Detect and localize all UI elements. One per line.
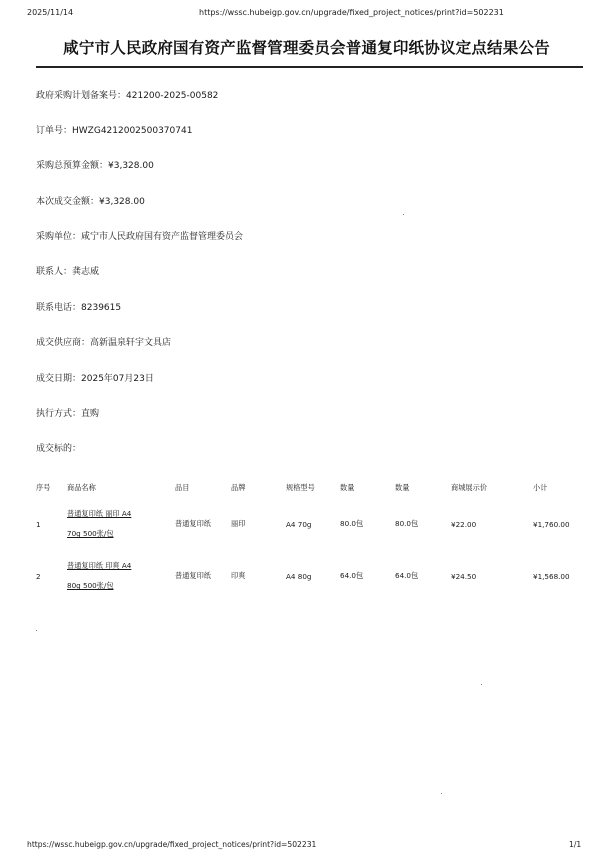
field-value: 高新温泉轩宇文具店 — [90, 338, 172, 348]
field-total-budget — [36, 158, 154, 171]
col-header-subtotal: 小计 — [533, 483, 548, 492]
field-value: 8239615 — [81, 303, 122, 313]
col-header-brand: 品牌 — [231, 483, 246, 492]
col-header-product-name: 商品名称 — [67, 483, 96, 492]
cell-brand: 丽印 — [231, 519, 246, 528]
cell-spec: A4 80g — [286, 571, 312, 581]
cell-quantity: 80.0包 — [340, 519, 364, 528]
cell-subtotal: ¥1,568.00 — [533, 571, 570, 581]
col-header-spec: 规格型号 — [286, 483, 315, 492]
field-label: 成交供应商： — [36, 338, 91, 348]
cell-brand: 印爽 — [231, 571, 246, 580]
table-header-row — [36, 478, 583, 498]
cell-quantity-2: 80.0包 — [395, 519, 419, 528]
field-value: 421200-2025-00582 — [126, 91, 219, 101]
title-divider — [36, 66, 583, 68]
print-url: https://wssc.hubeigp.gov.cn/upgrade/fixed_project_notices/print?id=502231 — [199, 8, 504, 17]
field-label: 联系电话： — [36, 303, 82, 313]
cell-subtotal: ¥1,760.00 — [533, 519, 570, 529]
print-date: 2025/11/14 — [27, 8, 74, 17]
field-value: HWZG4212002500370741 — [72, 126, 193, 136]
field-value: 2025年07月23日 — [81, 374, 154, 384]
cell-category: 普通复印纸 — [175, 519, 211, 528]
col-header-quantity: 数量 — [340, 483, 355, 492]
scan-speck — [481, 684, 482, 685]
field-execution-method — [36, 406, 99, 419]
cell-category: 普通复印纸 — [175, 571, 211, 580]
page-title: 咸宁市人民政府国有资产监督管理委员会普通复印纸协议定点结果公告 — [63, 39, 550, 57]
page-number: 1/1 — [569, 840, 582, 849]
field-purchasing-unit — [36, 229, 243, 242]
table-row — [36, 498, 583, 550]
field-label: 政府采购计划备案号： — [36, 91, 127, 101]
cell-mall-price: ¥22.00 — [451, 519, 477, 529]
product-link[interactable]: 普通复印纸 印爽 A4 80g 500张/包 — [67, 561, 132, 590]
field-label: 采购总预算金额： — [36, 161, 109, 171]
field-value: ¥3,328.00 — [99, 197, 145, 207]
field-contact-person — [36, 264, 99, 277]
col-header-category: 品目 — [175, 483, 190, 492]
scan-speck — [36, 630, 37, 631]
field-label: 本次成交金额： — [36, 197, 100, 207]
cell-index: 1 — [36, 519, 41, 529]
field-deal-amount — [36, 194, 145, 207]
footer-url: https://wssc.hubeigp.gov.cn/upgrade/fixed_project_notices/print?id=502231 — [27, 840, 317, 849]
col-header-mall-price: 商城展示价 — [451, 483, 487, 492]
field-value: 直购 — [81, 409, 100, 419]
items-heading: 成交标的： — [36, 444, 82, 454]
cell-quantity-2: 64.0包 — [395, 571, 419, 580]
product-link[interactable]: 普通复印纸 丽印 A4 70g 500张/包 — [67, 509, 132, 538]
items-table — [36, 478, 583, 602]
field-order-number — [36, 123, 192, 136]
field-deal-date — [36, 371, 154, 384]
field-label: 联系人： — [36, 267, 73, 277]
field-value: 咸宁市人民政府国有资产监督管理委员会 — [81, 232, 244, 242]
field-label: 订单号： — [36, 126, 73, 136]
field-plan-number — [36, 88, 218, 101]
field-value: 龚志威 — [72, 267, 100, 277]
field-label: 成交日期： — [36, 374, 82, 384]
field-contact-phone — [36, 300, 121, 313]
cell-index: 2 — [36, 571, 41, 581]
field-supplier — [36, 335, 171, 348]
cell-spec: A4 70g — [286, 519, 312, 529]
scan-speck — [441, 793, 442, 794]
cell-mall-price: ¥24.50 — [451, 571, 477, 581]
field-value: ¥3,328.00 — [108, 161, 154, 171]
field-label: 采购单位： — [36, 232, 82, 242]
col-header-quantity-2: 数量 — [395, 483, 410, 492]
col-header-index: 序号 — [36, 483, 51, 492]
scan-speck — [403, 214, 404, 215]
field-label: 执行方式： — [36, 409, 82, 419]
cell-quantity: 64.0包 — [340, 571, 364, 580]
table-row — [36, 550, 583, 602]
